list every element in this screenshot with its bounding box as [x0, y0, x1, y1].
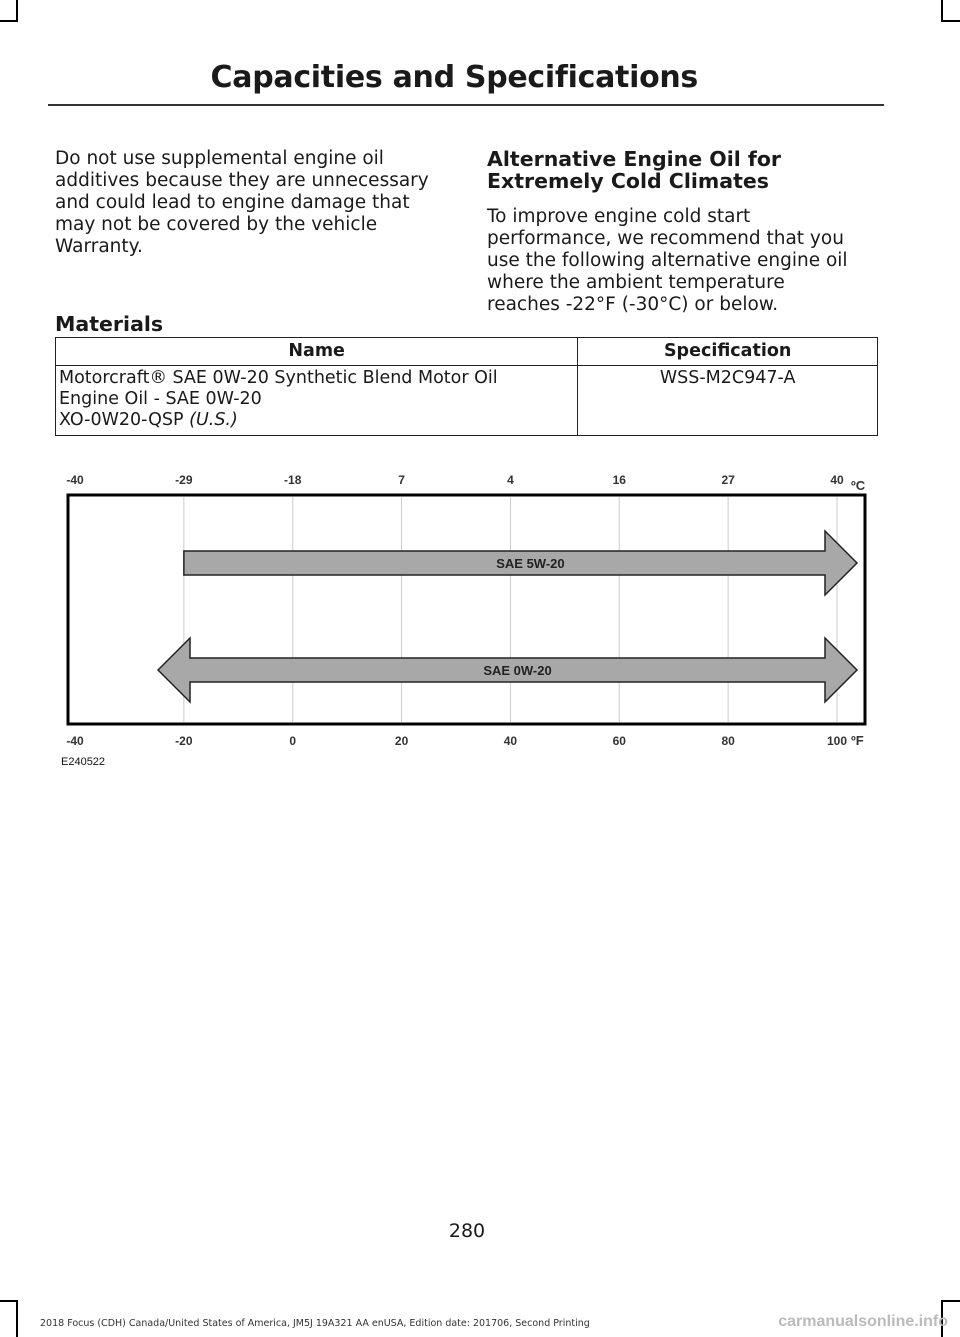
material-part-number: XO-0W20-QSP	[59, 410, 184, 430]
fahrenheit-tick-label: 80	[721, 734, 735, 748]
page-number: 280	[448, 1220, 486, 1242]
fahrenheit-tick-label: 20	[394, 734, 409, 748]
crop-mark	[16, 1300, 18, 1337]
celsius-tick-label: 40	[830, 473, 844, 487]
fahrenheit-tick-label: 0	[289, 734, 297, 748]
title-divider	[48, 104, 884, 106]
celsius-tick-label: 7	[398, 473, 405, 487]
page-title: Capacities and Specifications	[210, 60, 698, 95]
material-name-line: Engine Oil - SAE 0W-20	[59, 389, 262, 409]
column-header-name: Name	[56, 338, 578, 366]
materials-table	[55, 337, 878, 436]
materials-heading: Materials	[55, 312, 164, 336]
celsius-tick-label: -40	[66, 473, 84, 487]
celsius-unit-label: ºC	[851, 478, 866, 493]
crop-mark	[0, 1300, 18, 1302]
crop-mark	[941, 0, 943, 22]
table-row	[56, 366, 878, 436]
fahrenheit-tick-label: -20	[175, 734, 193, 748]
fahrenheit-tick-label: -40	[66, 734, 84, 748]
crop-mark	[941, 1300, 960, 1302]
image-code-label: E240522	[61, 756, 106, 768]
right-column	[487, 148, 859, 316]
celsius-tick-label: -18	[284, 473, 302, 487]
oil-range-label: SAE 5W-20	[496, 556, 565, 571]
celsius-tick-label: 27	[721, 473, 735, 487]
additives-warning-text: Do not use supplemental engine oil additives because they are unnecessary and could lead to engine damage that may not be covered by the vehicle Warranty.	[55, 148, 429, 257]
footer-text: 2018 Focus (CDH) Canada/United States of America, JM5J 19A321 AA enUSA, Edition date: 201706, Second Printing	[40, 1318, 590, 1329]
crop-mark	[16, 0, 18, 22]
cold-climate-text: To improve engine cold start performance, we recommend that you use the following alternative engine oil where the ambient temperature reaches -22°F (-30°C) or below.	[487, 206, 848, 315]
crop-mark	[0, 20, 18, 22]
material-name-cell	[56, 366, 578, 436]
fahrenheit-tick-label: 100	[826, 734, 848, 748]
material-name-line: Motorcraft® SAE 0W-20 Synthetic Blend Motor Oil	[59, 368, 498, 388]
material-region: (U.S.)	[189, 410, 238, 430]
column-header-specification: Specification	[578, 338, 878, 366]
fahrenheit-tick-label: 60	[612, 734, 626, 748]
section-heading-line2: Extremely Cold Climates	[487, 169, 769, 193]
table-header-row	[56, 338, 878, 366]
section-heading-line1: Alternative Engine Oil for	[487, 147, 782, 171]
watermark: carmanualsonline.info	[778, 1313, 948, 1330]
fahrenheit-unit-label: ºF	[851, 733, 864, 748]
celsius-tick-label: 4	[507, 473, 514, 487]
fahrenheit-tick-label: 40	[503, 734, 518, 748]
oil-range-label: SAE 0W-20	[483, 663, 552, 678]
left-column	[55, 148, 455, 258]
section-heading	[487, 148, 859, 192]
celsius-tick-label: 16	[612, 473, 626, 487]
material-specification-cell: WSS-M2C947-A	[578, 366, 878, 436]
crop-mark	[941, 20, 960, 22]
oil-temperature-chart	[55, 462, 875, 772]
celsius-tick-label: -29	[175, 473, 193, 487]
